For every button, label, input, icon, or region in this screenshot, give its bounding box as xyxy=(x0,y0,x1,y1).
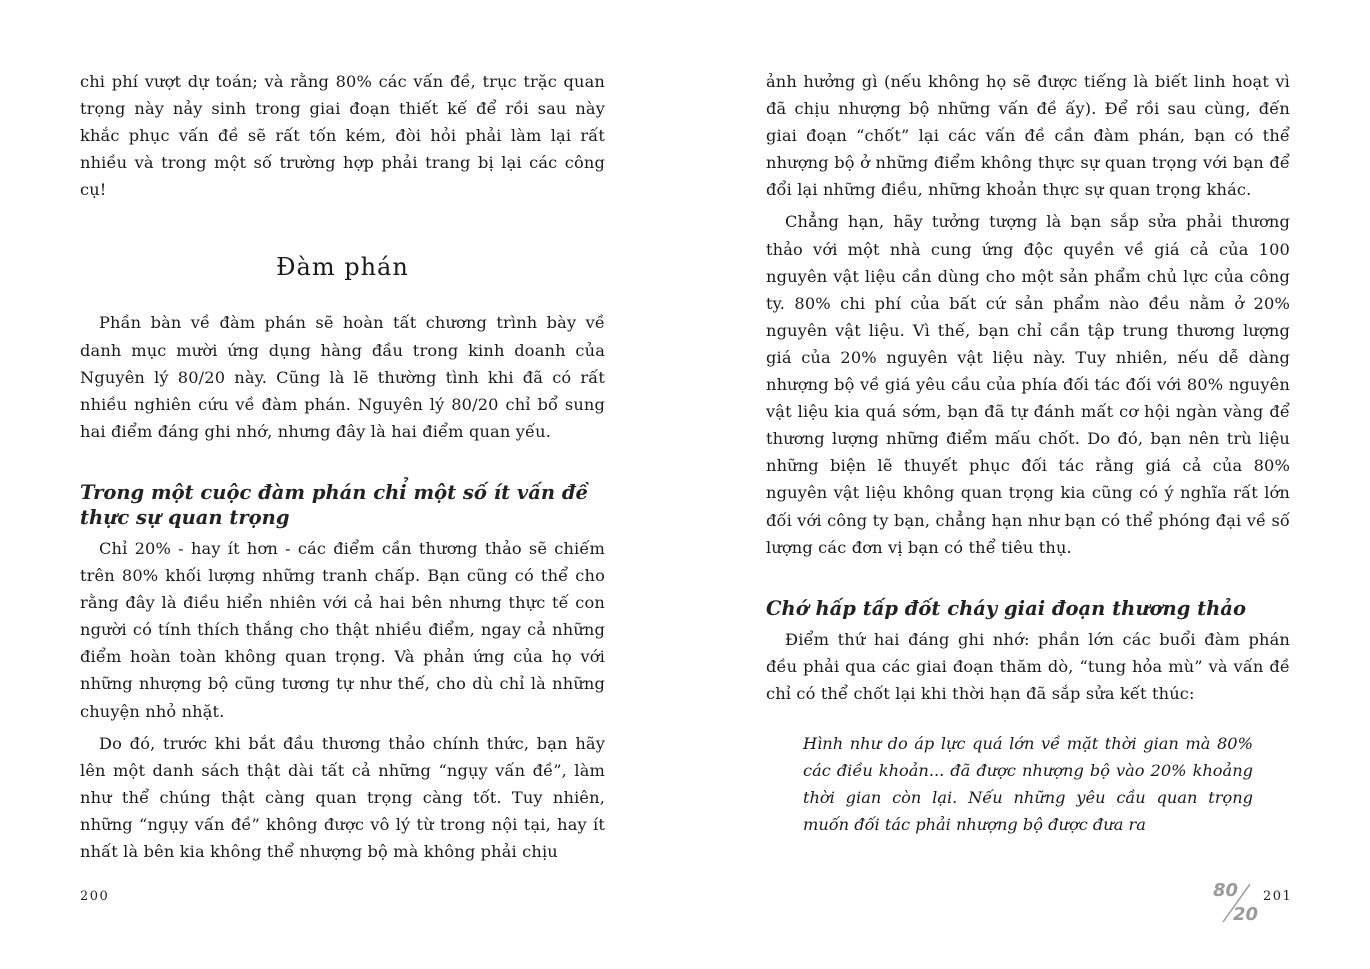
right-page xyxy=(766,68,1290,838)
left-paragraph-1: chi phí vượt dự toán; và rằng 80% các vấn đề, trục trặc quan trọng này nảy sinh trong giai đoạn thiết kế để rồi sau này khắc phục vấn đề sẽ rất tốn kém, đòi hỏi phải làm lại rất nhiều và trong một số trường hợp phải trang bị lại các công cụ! xyxy=(80,72,605,200)
book-logo-8020 xyxy=(1212,878,1262,924)
right-subheading: Chớ hấp tấp đốt cháy giai đoạn thương thảo xyxy=(766,596,1246,620)
page-number-right: 201 xyxy=(1263,889,1293,904)
section-title: Đàm phán xyxy=(276,253,409,282)
right-paragraph-1: ảnh hưởng gì (nếu không họ sẽ được tiếng là biết linh hoạt vì đã chịu nhượng bộ những vấn đề ấy). Để rồi sau cùng, đến giai đoạn “chốt” lại các vấn đề cần đàm phán, bạn có thể nhượng bộ ở những điểm không thực sự quan trọng với bạn để đổi lại những điều, những khoản thực sự quan trọng khác. xyxy=(766,72,1290,200)
right-paragraph-2: Chẳng hạn, hãy tưởng tượng là bạn sắp sửa phải thương thảo với một nhà cung ứng độc quyền về giá cả của 100 nguyên vật liệu cần dùng cho một sản phẩm chủ lực của công ty. 80% chi phí của bất cứ sản phẩm nào đều nằm ở 20% nguyên vật liệu. Vì thế, bạn chỉ cần tập trung thương lượng giá của 20% nguyên vật liệu này. Tuy nhiên, nếu dễ dàng nhượng bộ về giá yêu cầu của phía đối tác đối với 80% nguyên vật liệu kia quá sớm, bạn đã tự đánh mất cơ hội ngàn vàng để thương lượng những điểm mấu chốt. Do đó, bạn nên trù liệu những biện lẽ thuyết phục đối tác rằng giá cả của 80% nguyên vật liệu không quan trọng kia cũng có ý nghĩa rất lớn đối với công ty bạn, chẳng hạn như bạn có thể phóng đại về số lượng các đơn vị bạn có thể tiêu thụ. xyxy=(766,212,1290,557)
left-page xyxy=(80,68,605,865)
block-quote: Hình như do áp lực quá lớn về mặt thời gian mà 80% các điều khoản... đã được nhượng bộ vào 20% khoảng thời gian còn lại. Nếu những yêu cầu quan trọng muốn đối tác phải nhượng bộ được đưa ra xyxy=(803,733,1253,834)
logo-top-text: 80 xyxy=(1213,880,1239,901)
right-paragraph-3: Điểm thứ hai đáng ghi nhớ: phần lớn các buổi đàm phán đều phải qua các giai đoạn thăm dò, “tung hỏa mù” và vấn đề chỉ có thể chốt lại khi thời hạn đã sắp sửa kết thúc: xyxy=(766,629,1290,703)
logo-bottom-text: 20 xyxy=(1233,904,1259,924)
left-subheading: Trong một cuộc đàm phán chỉ một số ít vấn đề thực sự quan trọng xyxy=(80,480,588,529)
left-paragraph-4: Do đó, trước khi bắt đầu thương thảo chính thức, bạn hãy lên một danh sách thật dài tất cả những “ngụy vấn đề”, làm như thể chúng thật càng quan trọng càng tốt. Tuy nhiên, những “ngụy vấn đề” không được vô lý từ trong nội tại, hay ít nhất là bên kia không thể nhượng bộ mà không phải chịu xyxy=(80,733,605,861)
left-paragraph-3: Chỉ 20% - hay ít hơn - các điểm cần thương thảo sẽ chiếm trên 80% khối lượng những tranh chấp. Bạn cũng có thể cho rằng đây là điều hiển nhiên với cả hai bên nhưng thực tế con người có tính thích thắng cho thật nhiều điểm, ngay cả những điểm hoàn toàn không quan trọng. Và phản ứng của họ với những nhượng bộ cũng tương tự như thế, cho dù chỉ là những chuyện nhỏ nhặt. xyxy=(80,538,605,721)
page-number-left: 200 xyxy=(80,889,110,904)
left-paragraph-2: Phần bàn về đàm phán sẽ hoàn tất chương trình bày về danh mục mười ứng dụng hàng đầu trong kinh doanh của Nguyên lý 80/20 này. Cũng là lẽ thường tình khi đã có rất nhiều nghiên cứu về đàm phán. Nguyên lý 80/20 chỉ bổ sung hai điểm đáng ghi nhớ, nhưng đây là hai điểm quan yếu. xyxy=(80,313,605,441)
